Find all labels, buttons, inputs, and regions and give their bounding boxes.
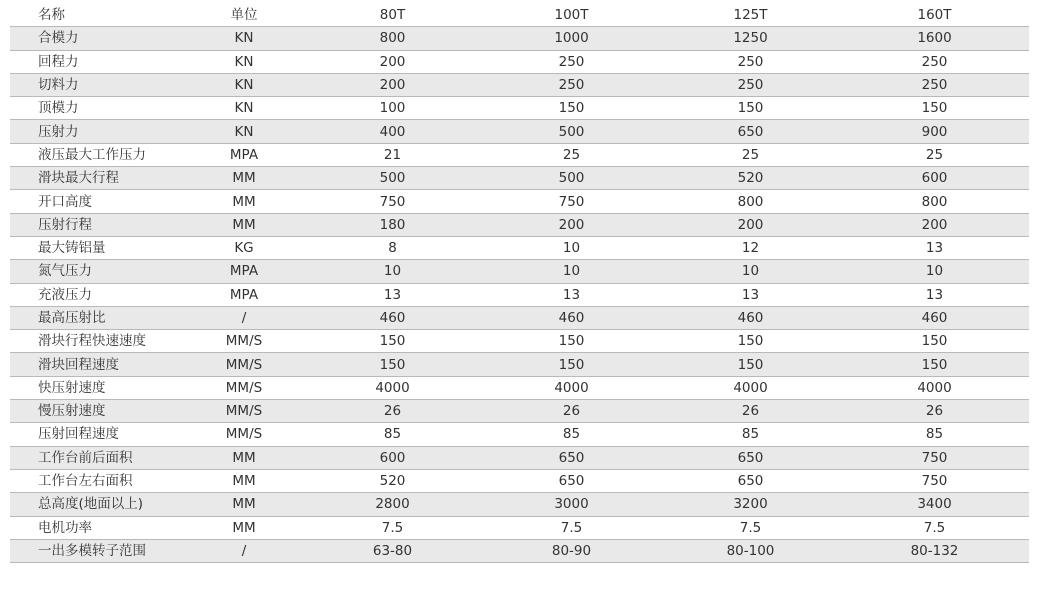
value-80t-cell: 13: [303, 283, 482, 306]
value-80t-cell: 85: [303, 423, 482, 446]
value-160t-cell: 150: [840, 97, 1029, 120]
value-100t-cell: 7.5: [482, 516, 661, 539]
table-row: [10, 516, 1029, 539]
table-row: [10, 539, 1029, 562]
param-name-cell: 开口高度: [10, 190, 185, 213]
param-name-cell: 压射回程速度: [10, 423, 185, 446]
value-100t-cell: 1000: [482, 27, 661, 50]
value-100t-cell: 4000: [482, 376, 661, 399]
value-125t-cell: 800: [661, 190, 840, 213]
table-row: [10, 469, 1029, 492]
param-name-cell: 工作台前后面积: [10, 446, 185, 469]
table-row: [10, 143, 1029, 166]
unit-cell: MM: [185, 213, 303, 236]
header-model-125t: 125T: [661, 4, 840, 27]
value-100t-cell: 3000: [482, 493, 661, 516]
table-row: [10, 213, 1029, 236]
value-100t-cell: 80-90: [482, 539, 661, 562]
table-row: [10, 330, 1029, 353]
unit-cell: MPA: [185, 143, 303, 166]
spec-table: [10, 4, 1029, 563]
value-80t-cell: 750: [303, 190, 482, 213]
unit-cell: KN: [185, 50, 303, 73]
value-100t-cell: 26: [482, 400, 661, 423]
table-row: [10, 493, 1029, 516]
table-row: [10, 260, 1029, 283]
value-125t-cell: 150: [661, 97, 840, 120]
unit-cell: MM/S: [185, 330, 303, 353]
value-160t-cell: 150: [840, 330, 1029, 353]
value-160t-cell: 150: [840, 353, 1029, 376]
value-125t-cell: 10: [661, 260, 840, 283]
param-name-cell: 最高压射比: [10, 306, 185, 329]
unit-cell: /: [185, 306, 303, 329]
value-160t-cell: 600: [840, 167, 1029, 190]
value-160t-cell: 7.5: [840, 516, 1029, 539]
value-160t-cell: 25: [840, 143, 1029, 166]
param-name-cell: 最大铸铝量: [10, 236, 185, 259]
value-125t-cell: 12: [661, 236, 840, 259]
table-row: [10, 446, 1029, 469]
value-160t-cell: 80-132: [840, 539, 1029, 562]
value-125t-cell: 150: [661, 330, 840, 353]
value-80t-cell: 63-80: [303, 539, 482, 562]
table-row: [10, 97, 1029, 120]
unit-cell: MPA: [185, 260, 303, 283]
value-100t-cell: 150: [482, 97, 661, 120]
table-row: [10, 50, 1029, 73]
param-name-cell: 滑块行程快速速度: [10, 330, 185, 353]
value-125t-cell: 25: [661, 143, 840, 166]
value-80t-cell: 200: [303, 73, 482, 96]
param-name-cell: 顶模力: [10, 97, 185, 120]
unit-cell: MM: [185, 190, 303, 213]
value-125t-cell: 520: [661, 167, 840, 190]
value-80t-cell: 600: [303, 446, 482, 469]
value-125t-cell: 200: [661, 213, 840, 236]
value-160t-cell: 750: [840, 446, 1029, 469]
value-100t-cell: 650: [482, 446, 661, 469]
value-100t-cell: 250: [482, 73, 661, 96]
value-160t-cell: 26: [840, 400, 1029, 423]
unit-cell: MM: [185, 469, 303, 492]
value-80t-cell: 200: [303, 50, 482, 73]
unit-cell: KN: [185, 27, 303, 50]
header-unit: 单位: [185, 4, 303, 27]
value-160t-cell: 13: [840, 236, 1029, 259]
value-100t-cell: 150: [482, 353, 661, 376]
value-100t-cell: 10: [482, 260, 661, 283]
value-100t-cell: 150: [482, 330, 661, 353]
value-100t-cell: 200: [482, 213, 661, 236]
value-125t-cell: 4000: [661, 376, 840, 399]
value-125t-cell: 650: [661, 120, 840, 143]
value-125t-cell: 460: [661, 306, 840, 329]
table-row: [10, 167, 1029, 190]
unit-cell: MPA: [185, 283, 303, 306]
param-name-cell: 工作台左右面积: [10, 469, 185, 492]
value-100t-cell: 85: [482, 423, 661, 446]
param-name-cell: 合模力: [10, 27, 185, 50]
value-80t-cell: 8: [303, 236, 482, 259]
param-name-cell: 一出多模转子范围: [10, 539, 185, 562]
unit-cell: MM/S: [185, 353, 303, 376]
unit-cell: MM: [185, 493, 303, 516]
table-row: [10, 400, 1029, 423]
param-name-cell: 滑块最大行程: [10, 167, 185, 190]
unit-cell: MM/S: [185, 400, 303, 423]
value-80t-cell: 21: [303, 143, 482, 166]
value-160t-cell: 200: [840, 213, 1029, 236]
value-80t-cell: 2800: [303, 493, 482, 516]
value-125t-cell: 85: [661, 423, 840, 446]
value-80t-cell: 7.5: [303, 516, 482, 539]
unit-cell: KN: [185, 120, 303, 143]
unit-cell: KN: [185, 73, 303, 96]
value-125t-cell: 150: [661, 353, 840, 376]
value-160t-cell: 1600: [840, 27, 1029, 50]
value-100t-cell: 750: [482, 190, 661, 213]
unit-cell: /: [185, 539, 303, 562]
value-80t-cell: 180: [303, 213, 482, 236]
table-row: [10, 376, 1029, 399]
value-80t-cell: 26: [303, 400, 482, 423]
param-name-cell: 快压射速度: [10, 376, 185, 399]
unit-cell: KN: [185, 97, 303, 120]
value-160t-cell: 13: [840, 283, 1029, 306]
value-125t-cell: 7.5: [661, 516, 840, 539]
value-100t-cell: 650: [482, 469, 661, 492]
value-125t-cell: 26: [661, 400, 840, 423]
value-160t-cell: 4000: [840, 376, 1029, 399]
unit-cell: MM: [185, 516, 303, 539]
value-125t-cell: 13: [661, 283, 840, 306]
value-160t-cell: 900: [840, 120, 1029, 143]
value-160t-cell: 250: [840, 73, 1029, 96]
table-row: [10, 306, 1029, 329]
value-160t-cell: 10: [840, 260, 1029, 283]
table-row: [10, 120, 1029, 143]
value-80t-cell: 100: [303, 97, 482, 120]
table-row: [10, 236, 1029, 259]
value-100t-cell: 10: [482, 236, 661, 259]
unit-cell: MM/S: [185, 423, 303, 446]
table-row: [10, 27, 1029, 50]
value-100t-cell: 500: [482, 120, 661, 143]
param-name-cell: 充液压力: [10, 283, 185, 306]
value-80t-cell: 4000: [303, 376, 482, 399]
table-row: [10, 423, 1029, 446]
spec-table-body: [10, 27, 1029, 563]
unit-cell: MM/S: [185, 376, 303, 399]
value-125t-cell: 80-100: [661, 539, 840, 562]
value-80t-cell: 460: [303, 306, 482, 329]
value-125t-cell: 3200: [661, 493, 840, 516]
param-name-cell: 氮气压力: [10, 260, 185, 283]
value-160t-cell: 800: [840, 190, 1029, 213]
value-80t-cell: 150: [303, 330, 482, 353]
unit-cell: KG: [185, 236, 303, 259]
value-125t-cell: 650: [661, 446, 840, 469]
value-80t-cell: 10: [303, 260, 482, 283]
value-100t-cell: 25: [482, 143, 661, 166]
value-80t-cell: 520: [303, 469, 482, 492]
param-name-cell: 总高度(地面以上): [10, 493, 185, 516]
param-name-cell: 压射行程: [10, 213, 185, 236]
value-80t-cell: 500: [303, 167, 482, 190]
value-125t-cell: 650: [661, 469, 840, 492]
value-80t-cell: 800: [303, 27, 482, 50]
value-160t-cell: 460: [840, 306, 1029, 329]
value-80t-cell: 150: [303, 353, 482, 376]
value-100t-cell: 13: [482, 283, 661, 306]
unit-cell: MM: [185, 167, 303, 190]
param-name-cell: 压射力: [10, 120, 185, 143]
value-160t-cell: 85: [840, 423, 1029, 446]
value-100t-cell: 500: [482, 167, 661, 190]
value-125t-cell: 250: [661, 73, 840, 96]
header-row: [10, 4, 1029, 27]
param-name-cell: 慢压射速度: [10, 400, 185, 423]
table-row: [10, 73, 1029, 96]
header-model-100t: 100T: [482, 4, 661, 27]
value-100t-cell: 460: [482, 306, 661, 329]
param-name-cell: 液压最大工作压力: [10, 143, 185, 166]
header-model-80t: 80T: [303, 4, 482, 27]
table-row: [10, 190, 1029, 213]
value-100t-cell: 250: [482, 50, 661, 73]
value-125t-cell: 250: [661, 50, 840, 73]
unit-cell: MM: [185, 446, 303, 469]
value-80t-cell: 400: [303, 120, 482, 143]
value-160t-cell: 250: [840, 50, 1029, 73]
table-row: [10, 283, 1029, 306]
param-name-cell: 滑块回程速度: [10, 353, 185, 376]
value-160t-cell: 3400: [840, 493, 1029, 516]
param-name-cell: 切料力: [10, 73, 185, 96]
value-125t-cell: 1250: [661, 27, 840, 50]
param-name-cell: 回程力: [10, 50, 185, 73]
spec-table-header: [10, 4, 1029, 27]
header-model-160t: 160T: [840, 4, 1029, 27]
header-name: 名称: [10, 4, 185, 27]
param-name-cell: 电机功率: [10, 516, 185, 539]
table-row: [10, 353, 1029, 376]
value-160t-cell: 750: [840, 469, 1029, 492]
